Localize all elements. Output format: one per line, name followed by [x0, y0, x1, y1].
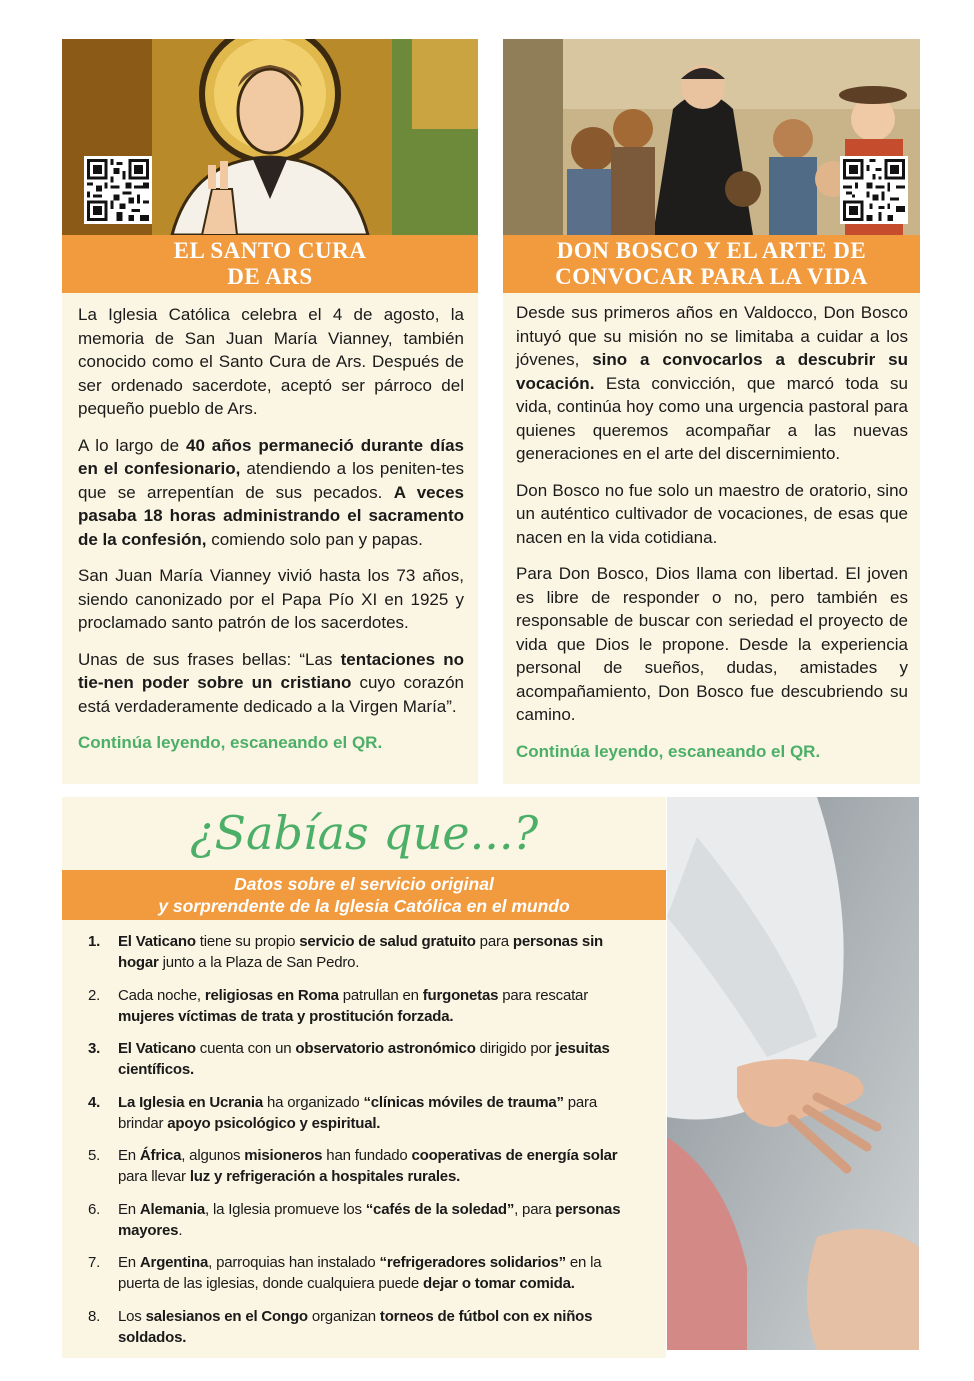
don-bosco-cta: Continúa leyendo, escaneando el QR. — [516, 741, 821, 761]
hands-photo — [667, 797, 919, 1350]
don-bosco-paragraph-2: Don Bosco no fue solo un maestro de oratorio, sino un auténtico cultivador de vocaciones, de esas que nacen en la vida cotidiana. — [516, 480, 908, 547]
santo-cura-cta: Continúa leyendo, escaneando el QR. — [78, 733, 383, 752]
fact-number: 1. — [88, 933, 101, 950]
card-santo-cura — [62, 39, 478, 784]
card-don-bosco — [503, 39, 920, 784]
don-bosco-title-line1: DON BOSCO Y EL ARTE DE — [556, 238, 867, 263]
helping-hands-illustration — [667, 797, 919, 1350]
fact-item: 2. Cada noche, religiosas en Roma patrullan en furgonetas para rescatar mujeres víctimas de trata y prostitución forzada. — [88, 986, 588, 1025]
fact-item: 8. Los salesianos en el Congo organizan torneos de fútbol con ex niños soldados. — [88, 1307, 593, 1346]
santo-cura-paragraph-2: A lo largo de 40 años permaneció durante días en el confesionario, atendiendo a los peniten-tes que se arrepentían de sus pecados. A veces pasaba 18 horas administrando el sacramento de la confesión, comiendo solo pan y papas. — [78, 435, 464, 549]
don-bosco-paragraph-1: Desde sus primeros años en Valdocco, Don Bosco intuyó que su misión no se limitaba a cuidar a los jóvenes, sino a convocarlos a descubrir su vocación. Esta convicción, que marcó toda su vida, continúa hoy como una urgencia pastoral para quienes queremos acompañar a las nuevas generaciones en el arte del discernimiento. — [516, 303, 908, 463]
sabias-que-title: ¿Sabías que...? — [189, 806, 539, 860]
fact-item: 7. En Argentina, parroquias han instalado “refrigeradores solidarios” en la puerta de las iglesias, donde cualquiera puede dejar o tomar comida. — [88, 1254, 602, 1292]
don-bosco-title-line2: CONVOCAR PARA LA VIDA — [555, 264, 868, 289]
fact-item: 4. La Iglesia en Ucrania ha organizado “clínicas móviles de trauma” para brindar apoyo psicológico y espiritual. — [88, 1093, 597, 1132]
don-bosco-paragraph-3: Para Don Bosco, Dios llama con libertad. El joven es libre de responder o no, pero también es responsable de buscar con seriedad el proyecto de vida que Dios le propone. Desde la experiencia personal de sueños, dudas, amistades y acompañamiento, Don Bosco fue descubriendo su camino. — [516, 564, 908, 724]
fact-item: 6. En Alemania, la Iglesia promueve los “cafés de la soledad”, para personas mayores. — [88, 1200, 621, 1239]
santo-cura-title-line1: EL SANTO CURA — [173, 238, 367, 263]
sabias-que-section — [62, 797, 666, 1358]
fact-number: 8. — [88, 1307, 101, 1325]
don-bosco-body — [516, 301, 908, 776]
santo-cura-title — [62, 235, 478, 293]
sabias-band-line1: Datos sobre el servicio original — [234, 874, 494, 894]
fact-number: 7. — [88, 1254, 101, 1271]
facts-list — [84, 931, 642, 1359]
fact-item: 5. En África, algunos misioneros han fundado cooperativas de energía solar para llevar luz y refrigeración a hospitales rurales. — [88, 1147, 618, 1185]
fact-number: 3. — [88, 1040, 101, 1057]
santo-cura-paragraph-3: San Juan María Vianney vivió hasta los 73 años, siendo canonizado por el Papa Pío XI en 1925 y proclamado santo patrón de los sacerdotes. — [78, 566, 464, 632]
qr-code-icon[interactable] — [840, 156, 908, 224]
fact-item: 3. El Vaticano cuenta con un observatorio astronómico dirigido por jesuitas científicos. — [88, 1040, 610, 1078]
fact-item: 1. El Vaticano tiene su propio servicio de salud gratuito para personas sin hogar junto a la Plaza de San Pedro. — [88, 933, 604, 971]
fact-number: 5. — [88, 1147, 101, 1164]
fact-number: 2. — [88, 986, 101, 1004]
fact-number: 4. — [88, 1093, 101, 1111]
sabias-band-line2: y sorprendente de la Iglesia Católica en el mundo — [158, 896, 570, 916]
fact-number: 6. — [88, 1200, 101, 1218]
santo-cura-body — [78, 303, 464, 768]
santo-cura-paragraph-1: La Iglesia Católica celebra el 4 de agosto, la memoria de San Juan María Vianney, también conocido como el Santo Cura de Ars. Después de ser ordenado sacerdote, aceptó ser párroco del pequeño pueblo de Ars. — [78, 305, 464, 418]
santo-cura-title-line2: DE ARS — [227, 264, 313, 289]
don-bosco-title — [503, 235, 920, 293]
sabias-que-subtitle-band — [62, 870, 666, 920]
santo-cura-paragraph-4: Unas de sus frases bellas: “Las tentaciones no tie-nen poder sobre un cristiano cuyo corazón está verdaderamente dedicado a la Virgen María”. — [78, 649, 464, 716]
qr-code-icon[interactable] — [84, 156, 152, 224]
